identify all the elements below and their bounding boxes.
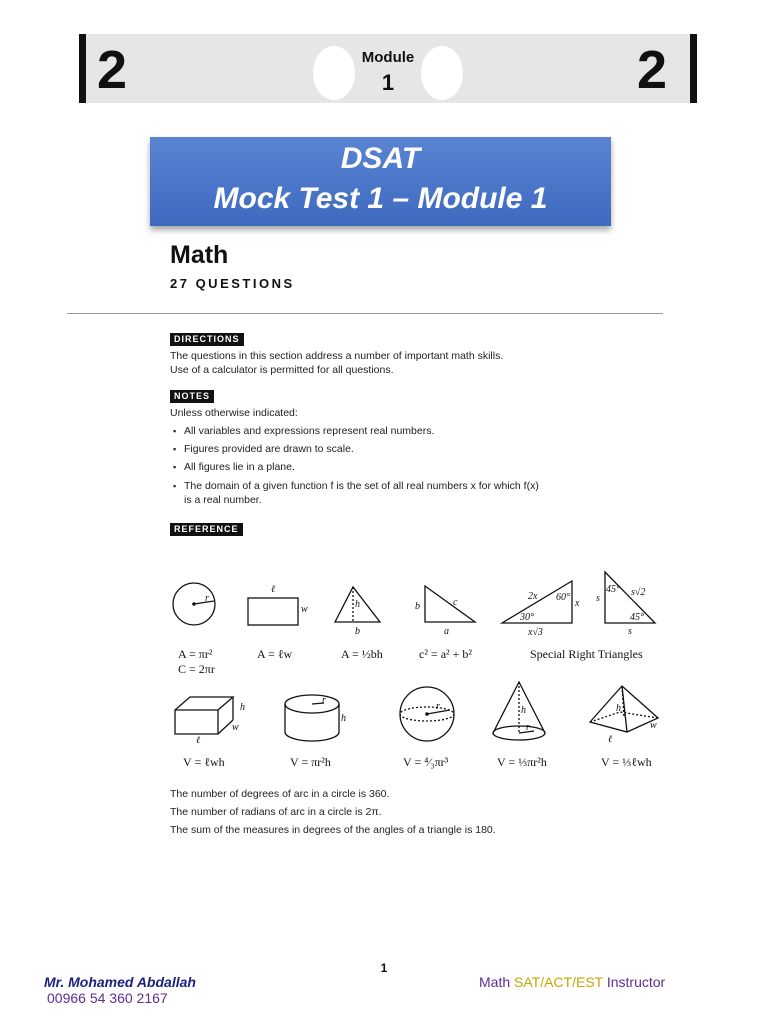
formula-cone-volume: V = ⅓πr²h <box>497 755 547 769</box>
label-30: 30° <box>520 612 534 623</box>
formula-pythagorean: c² = a² + b² <box>419 647 472 661</box>
notes-item: ▪ Figures provided are drawn to scale. <box>184 442 354 456</box>
formula-circle-circumference: C = 2πr <box>178 662 215 676</box>
label-r: r <box>205 593 209 604</box>
section-number-left: 2 <box>97 40 128 100</box>
label-s-root2: s√2 <box>631 587 646 598</box>
module-label: Module <box>361 49 415 66</box>
reference-fact: The number of radians of arc in a circle is 2π. <box>170 806 382 818</box>
formula-cylinder-volume: V = πr²h <box>290 755 331 769</box>
notes-item-continuation: is a real number. <box>184 494 262 506</box>
special-right-triangles: Special Right Triangles <box>530 647 643 661</box>
formula-triangle-area: A = ½bh <box>341 647 383 661</box>
notes-item: ▪ The domain of a given function f is the set of all real numbers x for which f(x) <box>184 479 539 493</box>
instructor-title <box>479 974 665 990</box>
subject-title: Math <box>170 241 229 269</box>
label-w: w <box>301 604 308 615</box>
formula-circle-area: A = πr² <box>178 647 213 661</box>
formula-sphere-volume: V = ⁴⁄₃πr³ <box>403 755 449 769</box>
label-a: a <box>444 626 449 637</box>
label-cone-r: r <box>526 722 530 733</box>
directions-tag: DIRECTIONS <box>170 333 244 346</box>
module-number: 1 <box>381 70 395 95</box>
circle-radius <box>194 601 214 604</box>
formula-pyramid-volume: V = ⅓ℓwh <box>601 755 652 769</box>
notes-intro: Unless otherwise indicated: <box>170 407 298 419</box>
label-cyl-r: r <box>322 695 326 706</box>
directions-line-1: The questions in this section address a number of important math skills. <box>170 350 504 362</box>
label-b: b <box>355 626 360 637</box>
label-45-bottom: 45° <box>630 612 644 623</box>
banner-line-1: DSAT <box>340 142 421 175</box>
label-b2: b <box>415 601 420 612</box>
label-pyr-h: h <box>616 703 621 714</box>
label-pyr-w: w <box>650 720 657 731</box>
label-l: ℓ <box>271 584 276 595</box>
label-s: s <box>596 593 600 604</box>
formula-rectangle-area: A = ℓw <box>257 647 293 661</box>
reference-fact: The number of degrees of arc in a circle is 360. <box>170 788 390 800</box>
label-45-top: 45° <box>606 584 620 595</box>
question-count: 27 QUESTIONS <box>170 276 295 291</box>
author-phone: 00966 54 360 2167 <box>47 990 168 1006</box>
reference-fact: The sum of the measures in degrees of the angles of a triangle is 180. <box>170 824 496 836</box>
reference-tag: REFERENCE <box>170 523 243 536</box>
label-cyl-h: h <box>341 713 346 724</box>
label-2x: 2x <box>528 591 538 602</box>
rectangle-figure <box>248 598 298 625</box>
instructor-suffix: Instructor <box>606 974 666 990</box>
author-name: Mr. Mohamed Abdallah <box>44 974 196 990</box>
instructor-exams: SAT/ACT/EST <box>514 974 603 990</box>
label-sphere-r: r <box>436 701 440 712</box>
page-number: 1 <box>380 961 388 975</box>
label-box-w: w <box>232 722 239 733</box>
label-h: h <box>355 599 360 610</box>
directions-line-2: Use of a calculator is permitted for all questions. <box>170 364 394 376</box>
label-60: 60° <box>556 592 570 603</box>
label-x: x <box>575 598 580 609</box>
banner-line-2: Mock Test 1 – Module 1 <box>213 182 548 215</box>
section-number-right: 2 <box>637 40 668 100</box>
label-x-root3: x√3 <box>528 627 543 638</box>
notes-item: ▪ All variables and expressions represent real numbers. <box>184 424 434 438</box>
label-s-bottom: s <box>628 626 632 637</box>
formula-box-volume: V = ℓwh <box>183 755 225 769</box>
notes-item: ▪ All figures lie in a plane. <box>184 460 295 474</box>
right-triangle-figure <box>425 586 475 622</box>
label-box-h: h <box>240 702 245 713</box>
box-figure <box>175 710 218 734</box>
label-pyr-l: ℓ <box>608 734 613 745</box>
notes-tag: NOTES <box>170 390 214 403</box>
label-box-l: ℓ <box>196 735 201 746</box>
label-cone-h: h <box>521 705 526 716</box>
instructor-prefix: Math <box>479 974 511 990</box>
label-c: c <box>453 597 458 608</box>
